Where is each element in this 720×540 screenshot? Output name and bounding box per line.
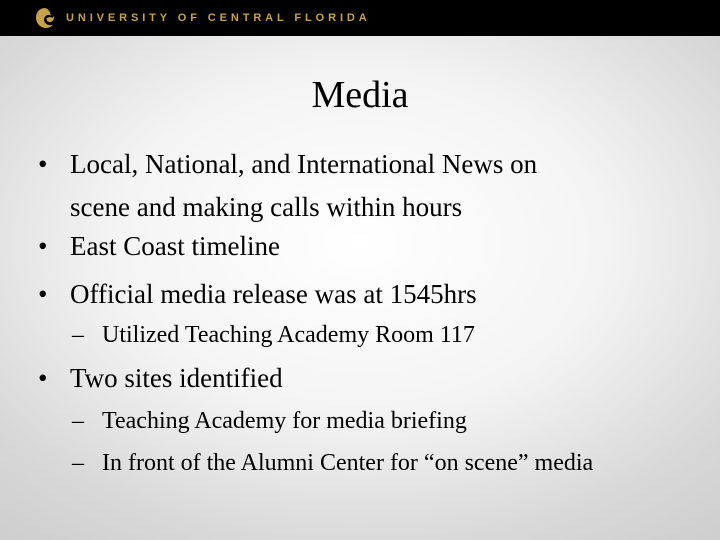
bullet-text: Official media release was at 1545hrs — [70, 279, 477, 309]
header-bar — [0, 0, 720, 36]
sub-bullet-item — [72, 443, 692, 483]
bullet-marker: • — [38, 231, 48, 261]
sub-bullet-text: In front of the Alumni Center for “on scene” media — [102, 450, 594, 476]
bullet-item — [38, 357, 688, 400]
sub-bullet-item — [72, 401, 692, 441]
university-wordmark: UNIVERSITY OF CENTRAL FLORIDA — [66, 12, 371, 24]
pegasus-icon — [33, 6, 57, 30]
bullet-text: Two sites identified — [70, 363, 283, 393]
bullet-marker: • — [38, 149, 48, 179]
bullet-item — [38, 143, 688, 229]
bullet-marker: • — [38, 363, 48, 393]
sub-bullet-text: Teaching Academy for media briefing — [102, 408, 467, 434]
sub-bullet-marker: – — [72, 322, 84, 348]
bullet-item — [38, 273, 688, 316]
sub-bullet-item — [72, 315, 692, 355]
sub-bullet-marker: – — [72, 408, 84, 434]
bullet-text: East Coast timeline — [70, 231, 280, 261]
bullet-text: Local, National, and International News on — [70, 149, 538, 179]
sub-bullet-text: Utilized Teaching Academy Room 117 — [102, 322, 475, 348]
sub-bullet-marker: – — [72, 450, 84, 476]
bullet-text: scene and making calls within hours — [70, 192, 463, 222]
slide-title: Media — [311, 74, 409, 116]
bullet-marker: • — [38, 279, 48, 309]
bullet-item — [38, 225, 688, 268]
